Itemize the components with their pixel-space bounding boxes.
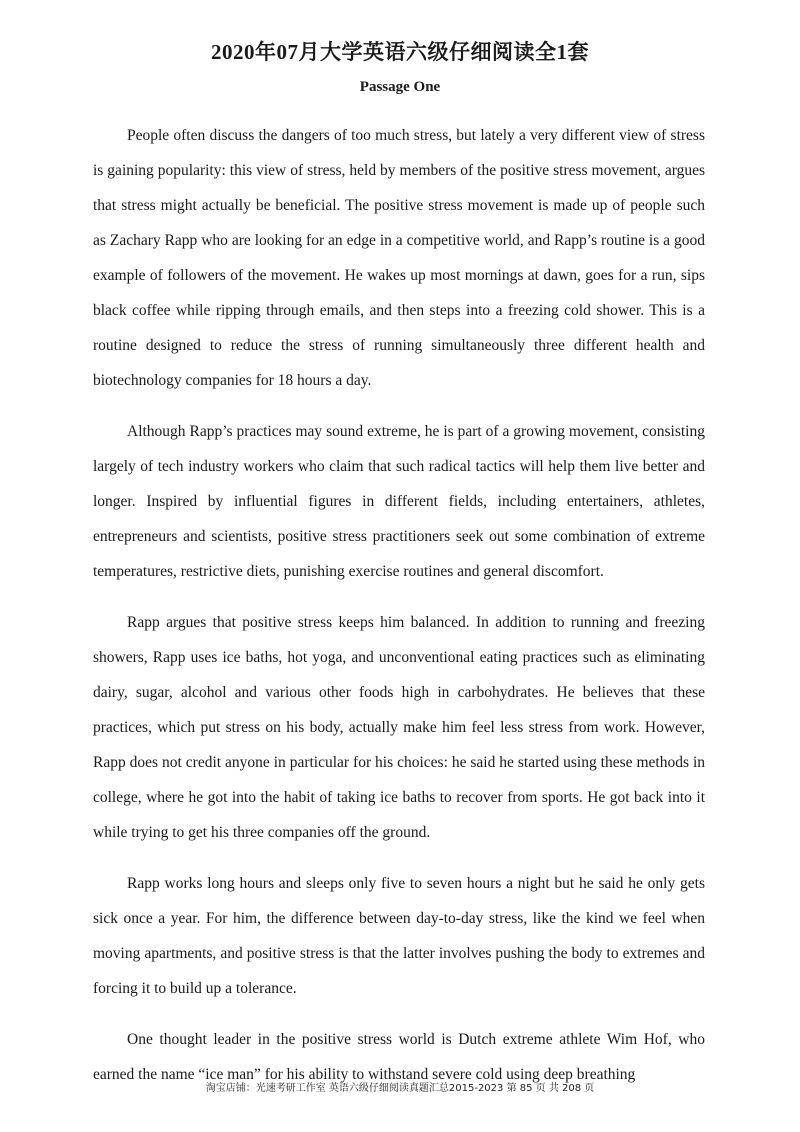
paragraph-4: Rapp works long hours and sleeps only five to seven hours a night but he said he only gets sick once a year. For him, the difference between day-to-day stress, like the kind we feel when moving apartments, and positive stress is that the latter involves pushing the body to extremes and forcing it to build up a tolerance. (93, 875, 705, 997)
document-title: 2020年07月大学英语六级仔细阅读全1套 (211, 40, 589, 64)
paragraph-3: Rapp argues that positive stress keeps him balanced. In addition to running and freezing showers, Rapp uses ice baths, hot yoga, and unconventional eating practices such as eliminating dairy, sugar, alcohol and various other foods high in carbohydrates. He believes that these practices, which put stress on his body, actually make him feel less stress from work. However, Rapp does not credit anyone in particular for his choices: he said he started using these methods in college, where he got into the habit of taking ice baths to recover from sports. He got back into it while trying to get his three companies off the ground. (93, 614, 705, 841)
passage-title: Passage One (359, 79, 441, 95)
passage-body (93, 118, 705, 1108)
page-footer: 淘宝店铺：光速考研工作室 英语六级仔细阅读真题汇总2015-2023 第 85 页 共 208 页 (205, 1083, 595, 1094)
paragraph-2: Although Rapp’s practices may sound extreme, he is part of a growing movement, consisting largely of tech industry workers who claim that such radical tactics will help them live better and longer. Inspired by influential figures in different fields, including entertainers, athletes, entrepreneurs and scientists, positive stress practitioners seek out some combination of extreme temperatures, restrictive diets, punishing exercise routines and general discomfort. (93, 423, 705, 580)
paragraph-5: One thought leader in the positive stress world is Dutch extreme athlete Wim Hof, who earned the name “ice man” for his ability to withstand severe cold using deep breathing (93, 1031, 705, 1083)
paragraph-1: People often discuss the dangers of too much stress, but lately a very different view of stress is gaining popularity: this view of stress, held by members of the positive stress movement, argues that stress might actually be beneficial. The positive stress movement is made up of people such as Zachary Rapp who are looking for an edge in a competitive world, and Rapp’s routine is a good example of followers of the movement. He wakes up most mornings at dawn, goes for a run, sips black coffee while ripping through emails, and then steps into a freezing cold shower. This is a routine designed to reduce the stress of running simultaneously three different health and biotechnology companies for 18 hours a day. (93, 127, 705, 389)
